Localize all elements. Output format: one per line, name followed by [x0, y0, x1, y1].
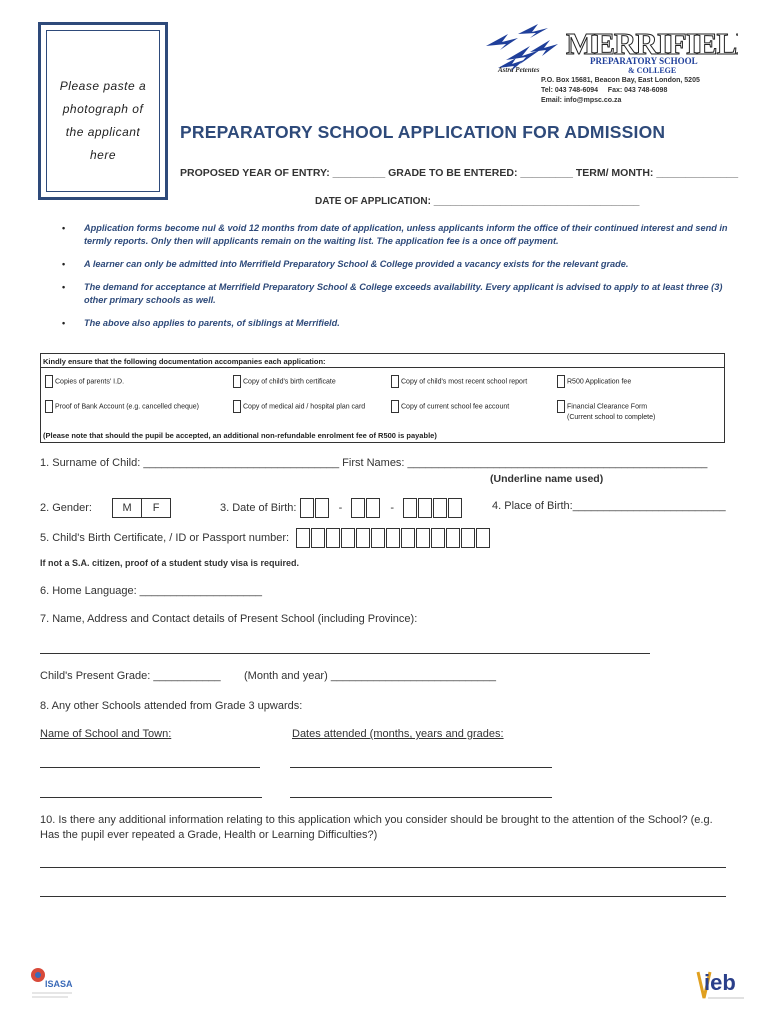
checkbox[interactable]	[233, 375, 241, 388]
list-item: • The above also applies to parents, of siblings at Merrifield.	[62, 317, 734, 330]
underline-note: (Underline name used)	[490, 473, 604, 485]
entry-details-line[interactable]: PROPOSED YEAR OF ENTRY: _________ GRADE TO BE ENTERED: _________ TERM/ MONTH: ______________	[180, 167, 739, 179]
page-title: PREPARATORY SCHOOL APPLICATION FOR ADMISSION	[180, 122, 666, 142]
ieb-logo	[694, 962, 750, 1006]
doc-bank-account[interactable]: Proof of Bank Account (e.g. cancelled cheque)	[45, 400, 199, 413]
ieb-icon	[694, 962, 750, 1006]
id-number-boxes[interactable]	[296, 528, 491, 548]
checkbox[interactable]	[391, 375, 399, 388]
svg-text:ISASA: ISASA	[45, 979, 73, 989]
present-school-label: 7. Name, Address and Contact details of Present School (including Province):	[40, 613, 418, 625]
docs-footer-note: (Please note that should the pupil be accepted, an additional non-refundable enrolment fee of R500 is payable)	[43, 431, 437, 440]
school-name-line-1[interactable]	[40, 767, 260, 768]
checkbox[interactable]	[45, 400, 53, 413]
isasa-logo	[28, 965, 78, 1005]
doc-medical-aid[interactable]: Copy of medical aid / hospital plan card	[233, 400, 365, 413]
visa-note: If not a S.A. citizen, proof of a student study visa is required.	[40, 558, 300, 568]
isasa-icon	[28, 965, 78, 1005]
dob-field: 3. Date of Birth: - -	[220, 498, 463, 518]
dob-day-boxes[interactable]	[300, 498, 330, 518]
checkbox[interactable]	[557, 400, 565, 413]
checkbox[interactable]	[233, 400, 241, 413]
additional-info-label: 10. Is there any additional information relating to this application which you consider should be brought to the attention of the School? (e.g. Has the pupil ever repeated a Grade, Health or Learning Difficulties?)	[40, 814, 713, 841]
checkbox[interactable]	[391, 400, 399, 413]
gender-f-box[interactable]: F	[141, 498, 171, 518]
dates-line-1[interactable]	[290, 767, 552, 768]
doc-school-report[interactable]: Copy of child's most recent school report	[391, 375, 527, 388]
school-address: P.O. Box 15681, Beacon Bay, East London, 5205 Tel: 043 748-6094 Fax: 043 748-6098 Email: info@mpsc.co.za	[541, 77, 700, 104]
dates-attended-heading: Dates attended (months, years and grades:	[292, 728, 504, 740]
other-schools-label: 8. Any other Schools attended from Grade 3 upwards:	[40, 700, 303, 712]
gender-m-box[interactable]: M	[112, 498, 142, 518]
month-year-field[interactable]: (Month and year) ___________________________	[244, 670, 496, 682]
checkbox[interactable]	[557, 375, 565, 388]
doc-fee-account[interactable]: Copy of current school fee account	[391, 400, 509, 413]
conditions-list	[62, 222, 734, 340]
additional-info-line-2[interactable]	[40, 896, 726, 897]
clearance-note: (Current school to complete)	[567, 414, 656, 421]
school-name: MERRIFIEL	[566, 26, 737, 61]
dates-line-2[interactable]	[290, 797, 552, 798]
present-grade-field[interactable]: Child's Present Grade: ___________	[40, 670, 221, 682]
doc-financial-clearance[interactable]: Financial Clearance Form	[557, 400, 647, 413]
photo-instructions: Please paste a photograph of the applicant here	[59, 79, 147, 162]
dob-year-boxes[interactable]	[403, 498, 463, 518]
photo-box	[38, 22, 168, 200]
list-item: • Application forms become nul & void 12 months from date of application, unless applicants inform the office of their continued interest and send in termly reports. Only then will applicants remain on the waiting list. The application fee is a once off payment.	[62, 222, 734, 248]
list-item: • A learner can only be admitted into Merrifield Preparatory School & College provided a vacancy exists for the relevant grade.	[62, 258, 734, 271]
docs-heading: Kindly ensure that the following documentation accompanies each application:	[43, 357, 326, 366]
school-subtitle: PREPARATORY SCHOOL	[590, 56, 698, 66]
documentation-checklist	[40, 353, 725, 443]
school-motto: Astra Petentes	[498, 66, 540, 74]
surname-field[interactable]: 1. Surname of Child: ________________________________ First Names: _________________________________________________	[40, 457, 708, 469]
place-of-birth-field[interactable]: 4. Place of Birth:_________________________	[492, 500, 726, 512]
school-subtitle-2: & COLLEGE	[628, 66, 677, 75]
additional-info-line-1[interactable]	[40, 867, 726, 868]
gender-field: 2. Gender: M F	[40, 498, 171, 518]
date-of-application[interactable]: DATE OF APPLICATION: _____________________________________	[315, 196, 640, 207]
list-item: • The demand for acceptance at Merrifield Preparatory School & College exceeds availability. Every applicant is advised to apply to at least three (3) other primary schools as well.	[62, 281, 734, 307]
dob-month-boxes[interactable]	[351, 498, 381, 518]
svg-text:ieb: ieb	[704, 970, 736, 995]
doc-parents-id[interactable]: Copies of parents' I.D.	[45, 375, 124, 388]
present-school-line[interactable]	[40, 653, 650, 654]
checkbox[interactable]	[45, 375, 53, 388]
home-language-field[interactable]: 6. Home Language: ____________________	[40, 585, 263, 597]
school-name-line-2[interactable]	[40, 797, 262, 798]
doc-birth-cert[interactable]: Copy of child's birth certificate	[233, 375, 336, 388]
name-of-school-heading: Name of School and Town:	[40, 728, 172, 740]
doc-application-fee[interactable]: R500 Application fee	[557, 375, 631, 388]
birth-cert-field: 5. Child's Birth Certificate, / ID or Passport number:	[40, 528, 491, 548]
